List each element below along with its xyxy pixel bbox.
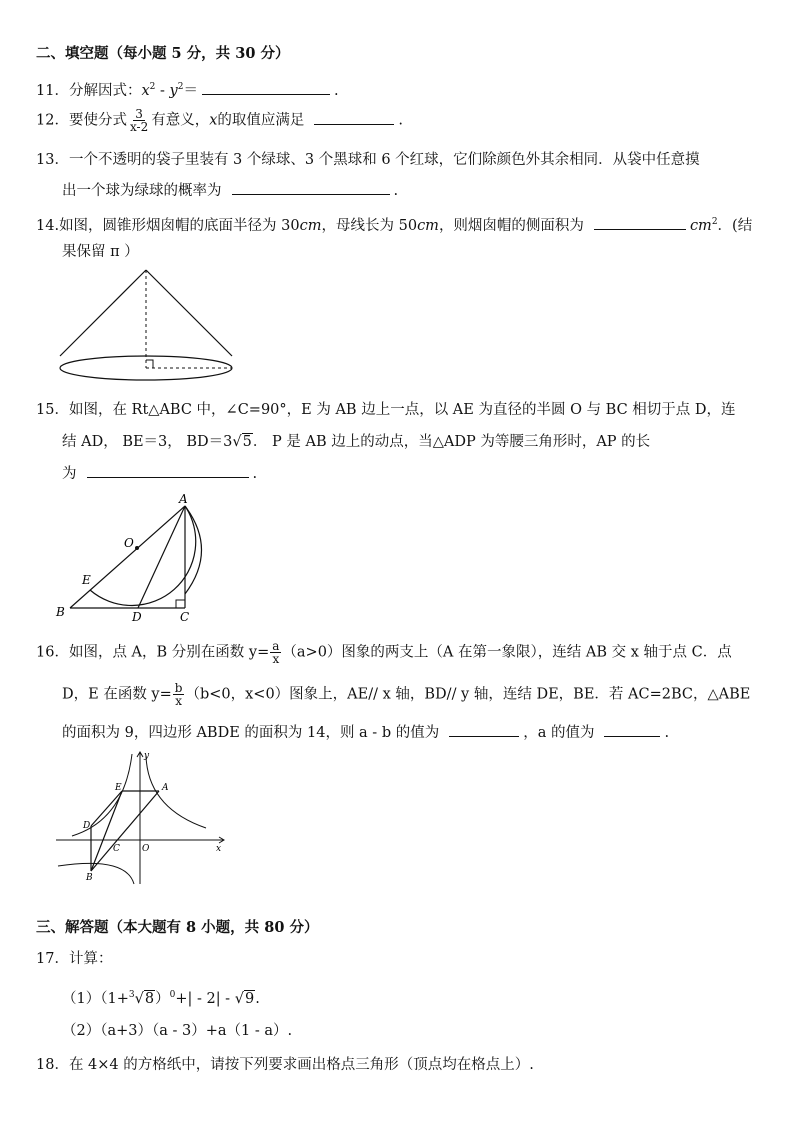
answer-blank[interactable] xyxy=(449,722,519,737)
question-number: 15． xyxy=(36,402,69,418)
point-label-c: C xyxy=(113,844,120,854)
question-11: 11．分解因式：$x^2 - y^2=$ . xyxy=(36,77,339,101)
answer-blank[interactable] xyxy=(594,215,686,230)
question-15-cont: 结 AD， BE＝3， BD＝3√5． P 是 AB 边上的动点，当△ADP 为等腰三角形时，AP 的长 xyxy=(62,434,651,450)
question-14-cont: 果保留 π ） xyxy=(62,244,139,260)
point-label-e: E xyxy=(115,783,122,793)
point-label-o: O xyxy=(142,844,150,854)
question-number: 13． xyxy=(36,152,69,168)
axis-label-y: y xyxy=(144,751,150,761)
hyperbola-figure xyxy=(56,748,231,888)
section-heading: 三、解答题（本大题有 8 小题，共 80 分） xyxy=(36,919,319,936)
cone-figure xyxy=(56,268,246,393)
fraction: $\frac{b}{x}$ xyxy=(174,681,183,708)
question-16-cont: D，E 在函数 y= $\frac{b}{x}$ （b<0，x<0）图象上，AE// x 轴，BD// y 轴，连结 DE，BE．若 AC=2BC，△ABE xyxy=(62,681,751,708)
question-15: 15．如图，在 Rt△ABC 中，∠C=90°，E 为 AB 边上一点，以 AE 为直径的半圆 O 与 BC 相切于点 D，连 xyxy=(36,402,736,418)
fraction: $\frac{a}{x}$ xyxy=(272,639,280,666)
question-18: 18．在 4×4 的方格纸中，请按下列要求画出格点三角形（顶点均在格点上）. xyxy=(36,1057,534,1073)
question-number: 12． xyxy=(36,112,69,129)
triangle-semicircle-figure xyxy=(50,490,230,625)
section-heading: 二、填空题（每小题 5 分，共 30 分） xyxy=(36,45,290,62)
question-13: 13．一个不透明的袋子里装有 3 个绿球、3 个黑球和 6 个红球，它们除颜色外其余相同．从袋中任意摸 xyxy=(36,152,700,168)
question-number: 11． xyxy=(36,82,69,99)
point-label-d: D xyxy=(132,610,142,624)
point-label-a: A xyxy=(179,492,188,506)
answer-blank[interactable] xyxy=(87,463,249,478)
question-number: 16． xyxy=(36,644,69,661)
question-17: 17．计算： xyxy=(36,951,113,967)
answer-blank[interactable] xyxy=(202,80,330,95)
question-17-part1: $(1)(1+^3√8)^0+| - 2| - √9$. xyxy=(62,990,260,1007)
point-label-d: D xyxy=(83,821,91,831)
answer-blank[interactable] xyxy=(232,180,390,195)
question-17-part2: （2）（a+3）（a - 3）+a（1 - a）. xyxy=(62,1023,293,1039)
point-label-e: E xyxy=(82,573,91,587)
point-label-c: C xyxy=(180,610,190,624)
answer-blank[interactable] xyxy=(314,110,394,125)
question-14: 14.如图，圆锥形烟囱帽的底面半径为 30cm，母线长为 50cm，则烟囱帽的侧面积为 $cm^2$．(结 xyxy=(36,212,752,236)
question-13-cont: 出一个球为绿球的概率为 . xyxy=(62,180,398,201)
point-label-b: B xyxy=(56,605,65,619)
point-label-b: B xyxy=(86,873,93,883)
question-number: 18． xyxy=(36,1057,69,1073)
question-number: 14. xyxy=(36,217,60,234)
answer-blank[interactable] xyxy=(604,722,660,737)
question-12: 12．要使分式 $\frac{3}{x-2}$ 有意义，x的取值应满足 . xyxy=(36,107,403,134)
point-label-a: A xyxy=(162,783,169,793)
question-16-cont2: 的面积为 9，四边形 ABDE 的面积为 14，则 a - b 的值为 ，a 的值为 . xyxy=(62,722,669,743)
fraction: $\frac{3}{x-2}$ xyxy=(129,107,149,134)
axis-label-x: x xyxy=(216,844,222,854)
question-15-cont2: 为 . xyxy=(62,463,257,484)
question-16: 16．如图，点 A，B 分别在函数 y= $\frac{a}{x}$ （a>0）图象的两支上（A 在第一象限），连结 AB 交 x 轴于点 C．点 xyxy=(36,639,732,666)
question-number: 17． xyxy=(36,951,69,967)
point-label-o: O xyxy=(124,536,134,550)
